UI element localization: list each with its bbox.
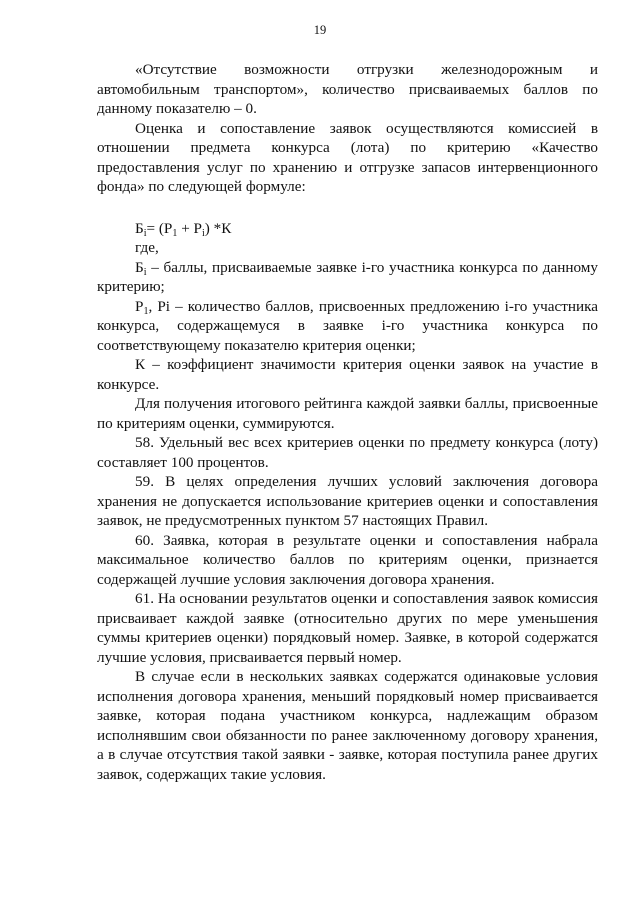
definition-p <box>97 297 598 356</box>
formula-subscript-i: i <box>143 227 147 239</box>
definition-k: К – коэффициент значимости критерия оценки заявок на участие в конкурсе. <box>97 356 598 393</box>
paragraph-58: 58. Удельный вес всех критериев оценки по предмету конкурса (лоту) составляет 100 процентов. <box>97 434 598 471</box>
paragraph-total-rating: Для получения итогового рейтинга каждой заявки баллы, присвоенные по критериям оценки, суммируются. <box>97 395 598 432</box>
paragraph-equal-conditions: В случае если в нескольких заявках содержатся одинаковые условия исполнения договора хранения, меньший порядковый номер присваивается заявке, которая подана участником конкурса, надлежащим образом исполнявшим свои обязанности по ранее заключенному договору хранения, а в случае отсутствия такой заявки - заявке, которая поступила ранее других заявок, содержащих такие условия. <box>97 668 598 783</box>
paragraph-60: 60. Заявка, которая в результате оценки и сопоставления набрала максимальное количество баллов по критериям оценки, признается содержащей лучшие условия заключения договора хранения. <box>97 531 598 588</box>
page-number: 19 <box>313 23 327 37</box>
def-b-subscript: i <box>143 266 147 278</box>
def-p-subscript: 1 <box>143 305 149 317</box>
formula-plus-p: + Р <box>177 219 202 237</box>
formula-block <box>97 219 598 258</box>
def-b-text: – баллы, присваиваемые заявке i-го участника конкурса по данному критерию; <box>97 258 598 296</box>
document-body <box>97 60 598 784</box>
formula-subscript-i2: i <box>202 227 205 239</box>
formula-where-label: где, <box>135 239 159 257</box>
formula-equals-p: = (Р <box>146 219 173 237</box>
definition-b <box>97 258 598 297</box>
paragraph-59: 59. В целях определения лучших условий заключения договора хранения не допускается использование критериев оценки и сопоставления заявок, не предусмотренных пунктом 57 настоящих Правил. <box>97 473 598 530</box>
paragraph-evaluation-formula-intro: Оценка и сопоставление заявок осуществляются комиссией в отношении предмета конкурса (лота) по критерию «Качество предоставления услуг по хранению и отгрузке запасов интервенционного фонда» по следующей формуле: <box>97 119 598 196</box>
formula-symbol-b: Б <box>135 219 144 237</box>
def-p-symbol: Р <box>135 297 144 315</box>
def-b-symbol: Б <box>135 258 144 276</box>
paragraph-61: 61. На основании результатов оценки и сопоставления заявок комиссия присваивает каждой заявке (относительно других по мере уменьшения суммы критериев оценки) порядковый номер. Заявке, в которой содержатся лучшие условия, присваивается первый номер. <box>97 590 598 666</box>
paragraph-criterion-no-shipment: «Отсутствие возможности отгрузки железнодорожным и автомобильным транспортом», количество присваиваемых баллов по данному показателю – 0. <box>97 61 598 117</box>
formula-subscript-1: 1 <box>172 227 178 239</box>
formula <box>97 219 598 239</box>
formula-end-k: ) *К <box>204 219 232 237</box>
def-p-text: , Рi – количество баллов, присвоенных предложению i-го участника конкурса, содержащемуся в заявке i-го участника конкурса по соответствующему показателю критерия оценки; <box>97 297 598 354</box>
